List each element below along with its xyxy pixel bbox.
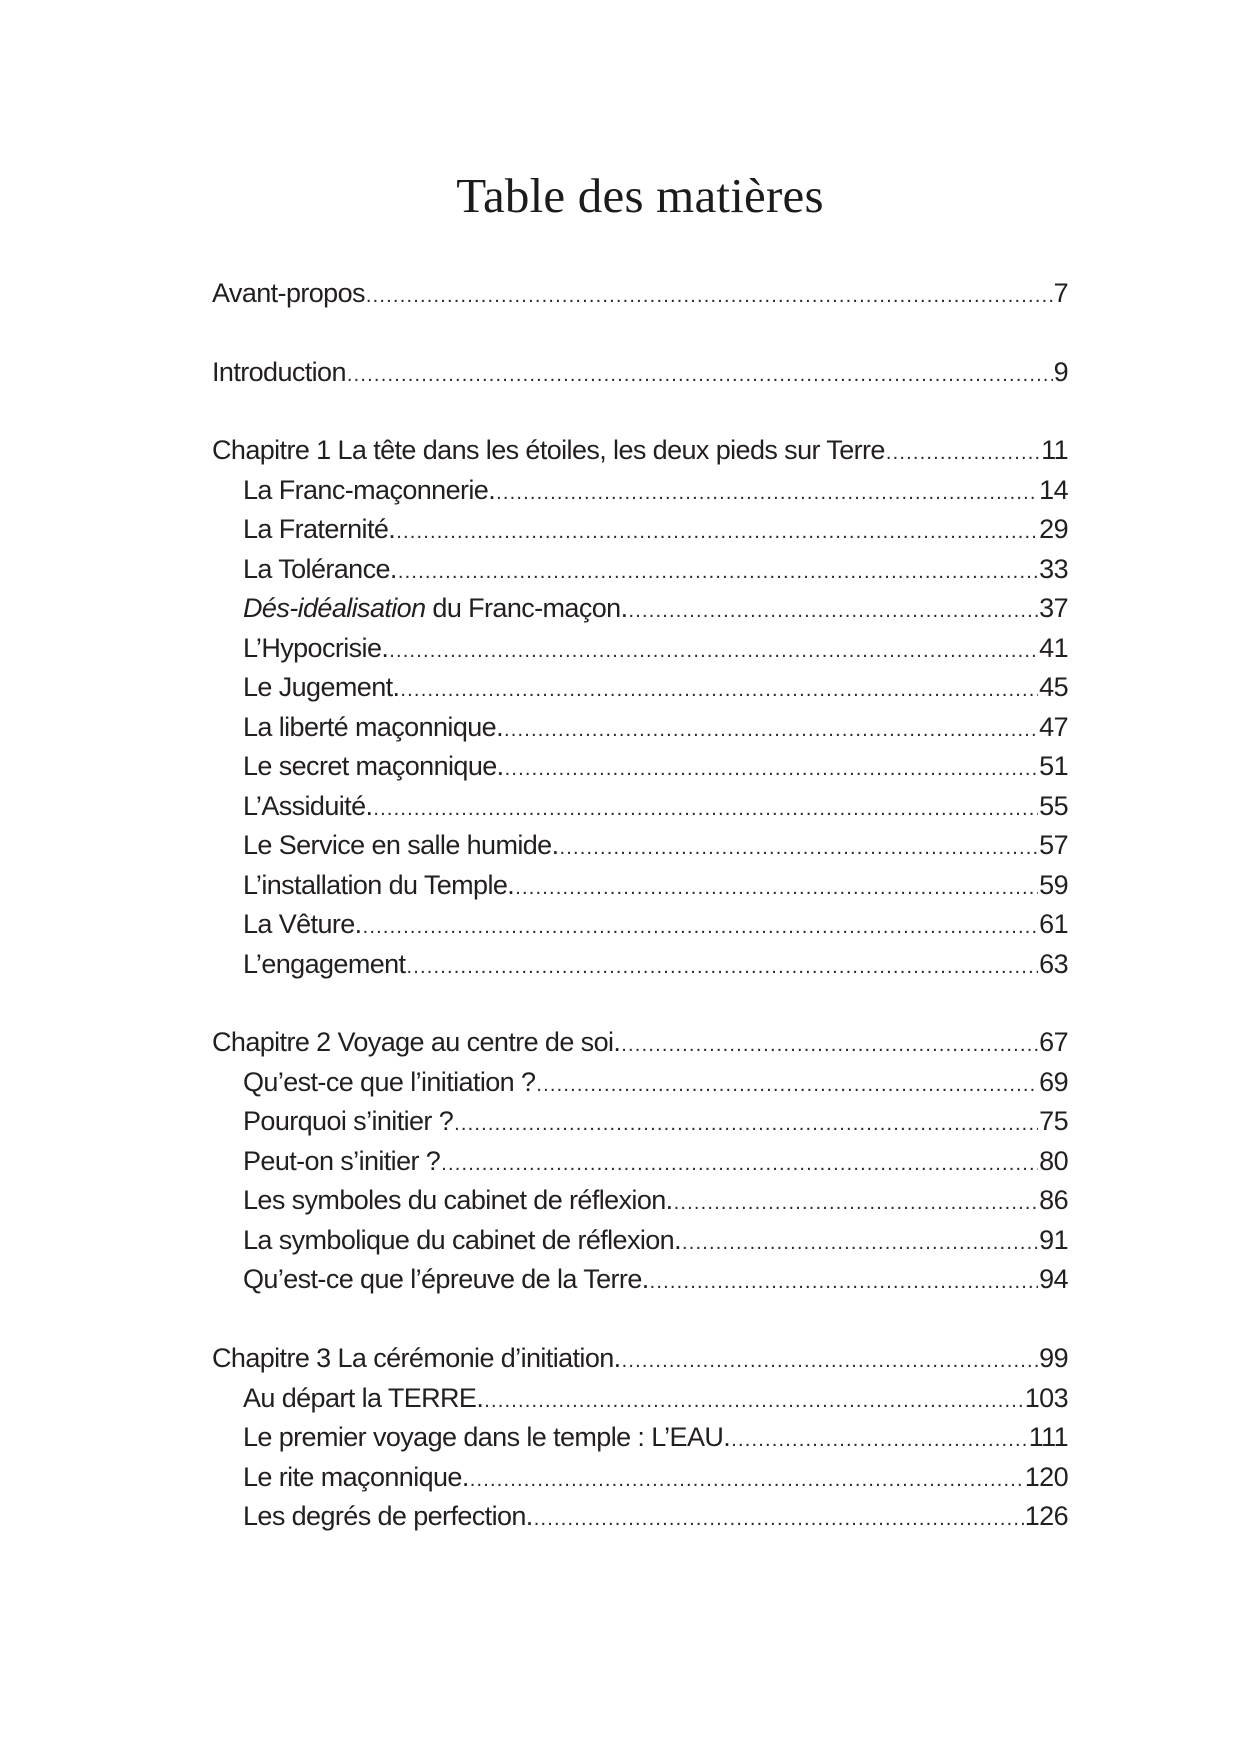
dot-leader [441, 1145, 1038, 1183]
entry-label: Qu’est-ce que l’épreuve de la Terre. [243, 1264, 649, 1294]
entry-label: Les degrés de perfection. [243, 1501, 533, 1531]
entry-page-number: 94 [1039, 1264, 1068, 1294]
page-title: Table des matières [456, 168, 824, 223]
dot-leader [398, 553, 1038, 591]
dot-leader [886, 434, 1040, 472]
dot-leader [366, 277, 1053, 315]
entry-label: La Vêture. [243, 909, 362, 939]
entry-page-number: 33 [1039, 553, 1068, 584]
toc-subentry[interactable] [243, 1379, 1068, 1417]
entry-label: Peut-on s’initier ? [243, 1145, 441, 1176]
toc-subentry[interactable] [243, 471, 1068, 509]
entry-label: Le rite maçonnique. [243, 1461, 469, 1492]
dot-leader [389, 632, 1038, 670]
toc-subentry[interactable] [243, 668, 1068, 706]
toc-subentry[interactable] [243, 708, 1068, 746]
entry-page-number: 11 [1041, 435, 1068, 465]
toc-subentry[interactable] [243, 629, 1068, 667]
entry-label: Introduction [212, 357, 346, 387]
toc-subentry[interactable] [243, 589, 1068, 627]
toc-subentry[interactable] [243, 1418, 1068, 1456]
entry-page-number: 47 [1039, 711, 1068, 742]
entry-label: Le Service en salle humide. [243, 830, 559, 860]
entry-page-number: 41 [1039, 632, 1068, 663]
toc-subentry[interactable] [243, 1497, 1068, 1535]
entry-label: Les symboles du cabinet de réflexion. [243, 1185, 673, 1215]
toc-entry[interactable] [212, 274, 1068, 312]
toc-subentry[interactable] [243, 550, 1068, 588]
dot-leader [496, 474, 1038, 512]
dot-leader [505, 750, 1039, 788]
toc-subentry[interactable] [243, 905, 1068, 943]
entry-page-number: 61 [1039, 909, 1068, 939]
entry-page-number: 45 [1039, 672, 1068, 702]
dot-leader [373, 790, 1038, 828]
dot-leader [621, 1026, 1038, 1064]
entry-label-italic: Dés-idéalisation [243, 593, 426, 623]
entry-label: L’installation du Temple. [243, 869, 515, 900]
toc-subentry[interactable] [243, 510, 1068, 548]
toc-chapter-entry[interactable] [212, 1339, 1068, 1377]
toc-subentry[interactable] [243, 945, 1068, 983]
toc-entry[interactable] [212, 353, 1068, 391]
entry-page-number: 29 [1039, 514, 1068, 544]
entry-page-number: 51 [1039, 751, 1068, 781]
entry-page-number: 99 [1039, 1343, 1068, 1373]
entry-label: L’engagement [243, 948, 406, 979]
toc-subentry[interactable] [243, 1063, 1068, 1101]
entry-label: Le secret maçonnique. [243, 751, 504, 781]
toc-subentry[interactable] [243, 1181, 1068, 1219]
entry-page-number: 75 [1039, 1106, 1068, 1136]
dot-leader [396, 513, 1038, 551]
dot-leader [484, 1382, 1024, 1420]
dot-leader [400, 671, 1038, 709]
dot-leader [650, 1263, 1039, 1301]
entry-page-number: 63 [1039, 948, 1068, 979]
entry-label: La symbolique du cabinet de réflexion. [243, 1224, 681, 1255]
toc-subentry[interactable] [243, 826, 1068, 864]
entry-label-rest: du Franc-maçon. [425, 593, 628, 623]
toc-chapter-entry[interactable] [212, 431, 1068, 469]
entry-label: Chapitre 1 La tête dans les étoiles, les deux pieds sur Terre [212, 435, 885, 465]
entry-label: Qu’est-ce que l’initiation ? [243, 1066, 536, 1097]
entry-page-number: 111 [1028, 1422, 1068, 1452]
entry-label: L’Assiduité. [243, 790, 373, 821]
entry-label: Le Jugement. [243, 672, 400, 702]
entry-page-number: 69 [1039, 1066, 1068, 1097]
entry-page-number: 7 [1053, 278, 1068, 308]
dot-leader [622, 1342, 1039, 1380]
entry-label [243, 589, 627, 627]
entry-page-number: 59 [1039, 869, 1068, 900]
dot-leader [536, 1066, 1038, 1104]
entry-label: Chapitre 2 Voyage au centre de soi. [212, 1027, 621, 1057]
toc-subentry[interactable] [243, 1102, 1068, 1140]
entry-label: Au départ la TERRE. [243, 1382, 484, 1413]
dot-leader [363, 908, 1039, 946]
dot-leader [560, 829, 1039, 867]
entry-page-number: 55 [1039, 790, 1068, 821]
entry-label: Le premier voyage dans le temple : L’EAU. [243, 1422, 731, 1452]
entry-label: La Tolérance. [243, 553, 397, 584]
dot-leader [515, 869, 1038, 907]
entry-page-number: 80 [1039, 1145, 1068, 1176]
entry-page-number: 9 [1053, 357, 1068, 387]
entry-page-number: 120 [1024, 1461, 1068, 1492]
entry-page-number: 103 [1024, 1382, 1068, 1413]
dot-leader [406, 948, 1038, 986]
toc-subentry[interactable] [243, 866, 1068, 904]
entry-page-number: 86 [1039, 1185, 1068, 1215]
entry-page-number: 126 [1024, 1501, 1068, 1531]
dot-leader [504, 711, 1038, 749]
dot-leader [628, 592, 1038, 630]
toc-subentry[interactable] [243, 787, 1068, 825]
toc-subentry[interactable] [243, 1142, 1068, 1180]
entry-label: La Fraternité. [243, 514, 396, 544]
dot-leader [534, 1500, 1024, 1538]
dot-leader [347, 356, 1053, 394]
toc-chapter-entry[interactable] [212, 1023, 1068, 1061]
entry-label: Avant-propos [212, 278, 365, 308]
entry-label: Pourquoi s’initier ? [243, 1106, 454, 1136]
entry-label: L’Hypocrisie. [243, 632, 389, 663]
entry-page-number: 14 [1039, 474, 1068, 505]
entry-label: La Franc-maçonnerie. [243, 474, 496, 505]
entry-page-number: 37 [1039, 593, 1068, 623]
dot-leader [454, 1105, 1038, 1143]
toc-subentry[interactable] [243, 747, 1068, 785]
entry-page-number: 57 [1039, 830, 1068, 860]
dot-leader [674, 1184, 1039, 1222]
dot-leader [731, 1421, 1028, 1459]
entry-page-number: 67 [1039, 1027, 1068, 1057]
dot-leader [682, 1224, 1038, 1262]
toc-subentry[interactable] [243, 1221, 1068, 1259]
entry-label: Chapitre 3 La cérémonie d’initiation. [212, 1343, 621, 1373]
entry-label: La liberté maçonnique. [243, 711, 503, 742]
entry-page-number: 91 [1039, 1224, 1068, 1255]
dot-leader [470, 1461, 1024, 1499]
toc-subentry[interactable] [243, 1260, 1068, 1298]
toc-subentry[interactable] [243, 1458, 1068, 1496]
